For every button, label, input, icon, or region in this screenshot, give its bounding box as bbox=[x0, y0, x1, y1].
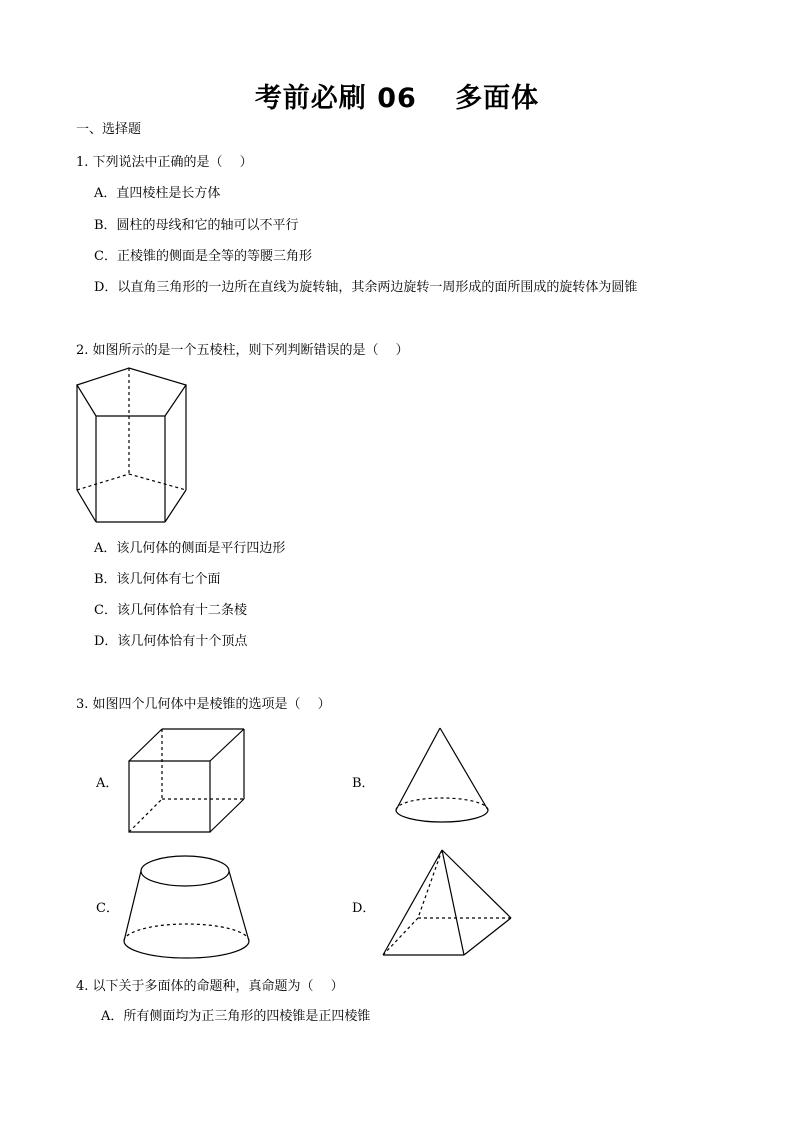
question-2-option-a: A．该几何体的侧面是平行四边形 bbox=[94, 541, 286, 556]
square-pyramid-icon bbox=[380, 848, 514, 960]
section-heading: 一、选择题 bbox=[76, 122, 142, 137]
question-1-option-d: D．以直角三角形的一边所在直线为旋转轴，其余两边旋转一周形成的面所围成的旋转体为圆锥 bbox=[94, 280, 638, 295]
question-1-stem: 1. 下列说法中正确的是（ ） bbox=[76, 155, 253, 170]
frustum-icon bbox=[122, 852, 252, 962]
pentagonal-prism-icon bbox=[74, 367, 190, 525]
question-2-stem: 2. 如图所示的是一个五棱柱，则下列判断错误的是（ ） bbox=[76, 343, 409, 358]
question-3-label-a: A． bbox=[96, 776, 119, 791]
question-3-label-d: D． bbox=[352, 901, 376, 916]
cone-icon bbox=[392, 726, 492, 826]
question-1-option-c: C．正棱锥的侧面是全等的等腰三角形 bbox=[94, 249, 312, 264]
question-3-label-b: B． bbox=[352, 776, 375, 791]
question-2-option-d: D．该几何体恰有十个顶点 bbox=[94, 634, 248, 649]
question-4-option-a: A．所有侧面均为正三角形的四棱锥是正四棱锥 bbox=[101, 1009, 371, 1024]
question-1-option-a: A．直四棱柱是长方体 bbox=[94, 186, 221, 201]
cube-icon bbox=[126, 727, 248, 835]
question-3-label-c: C． bbox=[96, 901, 119, 916]
question-2-option-b: B．该几何体有七个面 bbox=[94, 572, 221, 587]
question-1-option-b: B．圆柱的母线和它的轴可以不平行 bbox=[94, 218, 299, 233]
page-title: 考前必刷 06 多面体 bbox=[254, 83, 540, 114]
question-3-stem: 3. 如图四个几何体中是棱锥的选项是（ ） bbox=[76, 697, 331, 712]
question-4-stem: 4. 以下关于多面体的命题种，真命题为（ ） bbox=[76, 979, 344, 994]
question-2-option-c: C．该几何体恰有十二条棱 bbox=[94, 603, 247, 618]
